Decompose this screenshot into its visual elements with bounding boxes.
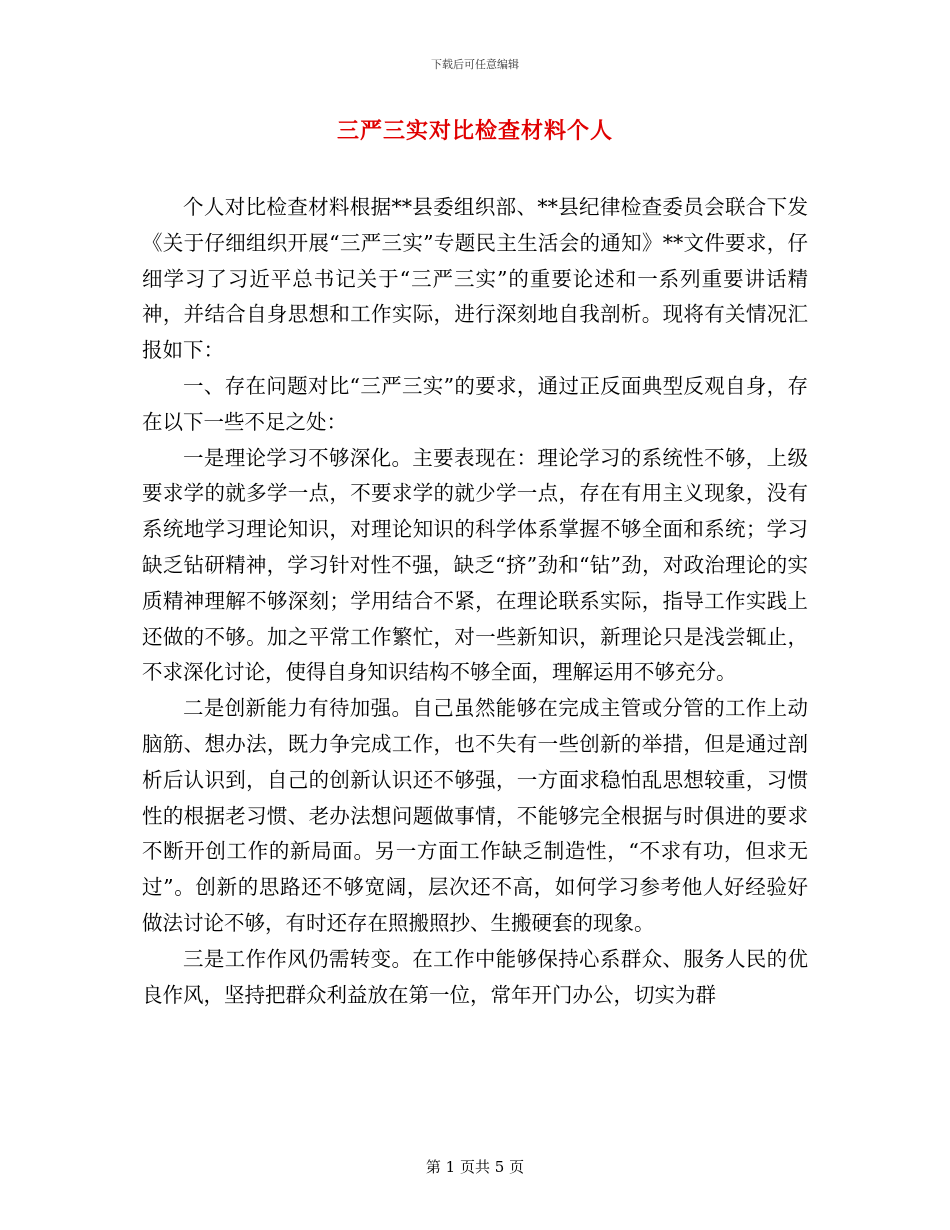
- header-note: 下载后可任意编辑: [431, 58, 519, 71]
- paragraph-work-style: 三是工作作风仍需转变。在工作中能够保持心系群众、服务人民的优良作风，坚持把群众利益放在第一位，常年开门办公，切实为群: [142, 946, 808, 1007]
- paragraph-innovation: 二是创新能力有待加强。自己虽然能够在完成主管或分管的工作上动脑筋、想办法，既力争完成工作，也不失有一些创新的举措，但是通过剖析后认识到，自己的创新认识还不够强，一方面求稳怕乱思想较重，习惯性的根据老习惯、老办法想问题做事情，不能够完全根据与时俱进的要求不断开创工作的新局面。另一方面工作缺乏制造性，“不求有功，但求无过”。创新的思路还不够宽阔，层次还不高，如何学习参考他人好经验好做法讨论不够，有时还存在照搬照抄、生搬硬套的现象。: [142, 696, 808, 935]
- document-title: 三严三实对比检查材料个人: [336, 118, 613, 144]
- paragraph-intro: 个人对比检查材料根据**县委组织部、**县纪律检查委员会联合下发《关于仔细组织开展“三严三实”专题民主生活会的通知》**文件要求，仔细学习了习近平总书记关于“三严三实”的重要论述和一系列重要讲话精神，并结合自身思想和工作实际，进行深刻地自我剖析。现将有关情况汇报如下：: [142, 195, 808, 363]
- document-body: [142, 190, 808, 1013]
- page-number: 第 1 页共 5 页: [425, 1158, 525, 1176]
- paragraph-theory-study: 一是理论学习不够深化。主要表现在：理论学习的系统性不够，上级要求学的就多学一点，不要求学的就少学一点，存在有用主义现象，没有系统地学习理论知识，对理论知识的科学体系掌握不够全面和系统；学习缺乏钻研精神，学习针对性不强，缺乏“挤”劲和“钻”劲，对政治理论的实质精神理解不够深刻；学用结合不紧，在理论联系实际，指导工作实践上还做的不够。加之平常工作繁忙，对一些新知识，新理论只是浅尝辄止，不求深化讨论，使得自身知识结构不够全面，理解运用不够充分。: [142, 445, 808, 685]
- paragraph-section-one: 一、存在问题对比“三严三实”的要求，通过正反面典型反观自身，存在以下一些不足之处：: [142, 373, 808, 434]
